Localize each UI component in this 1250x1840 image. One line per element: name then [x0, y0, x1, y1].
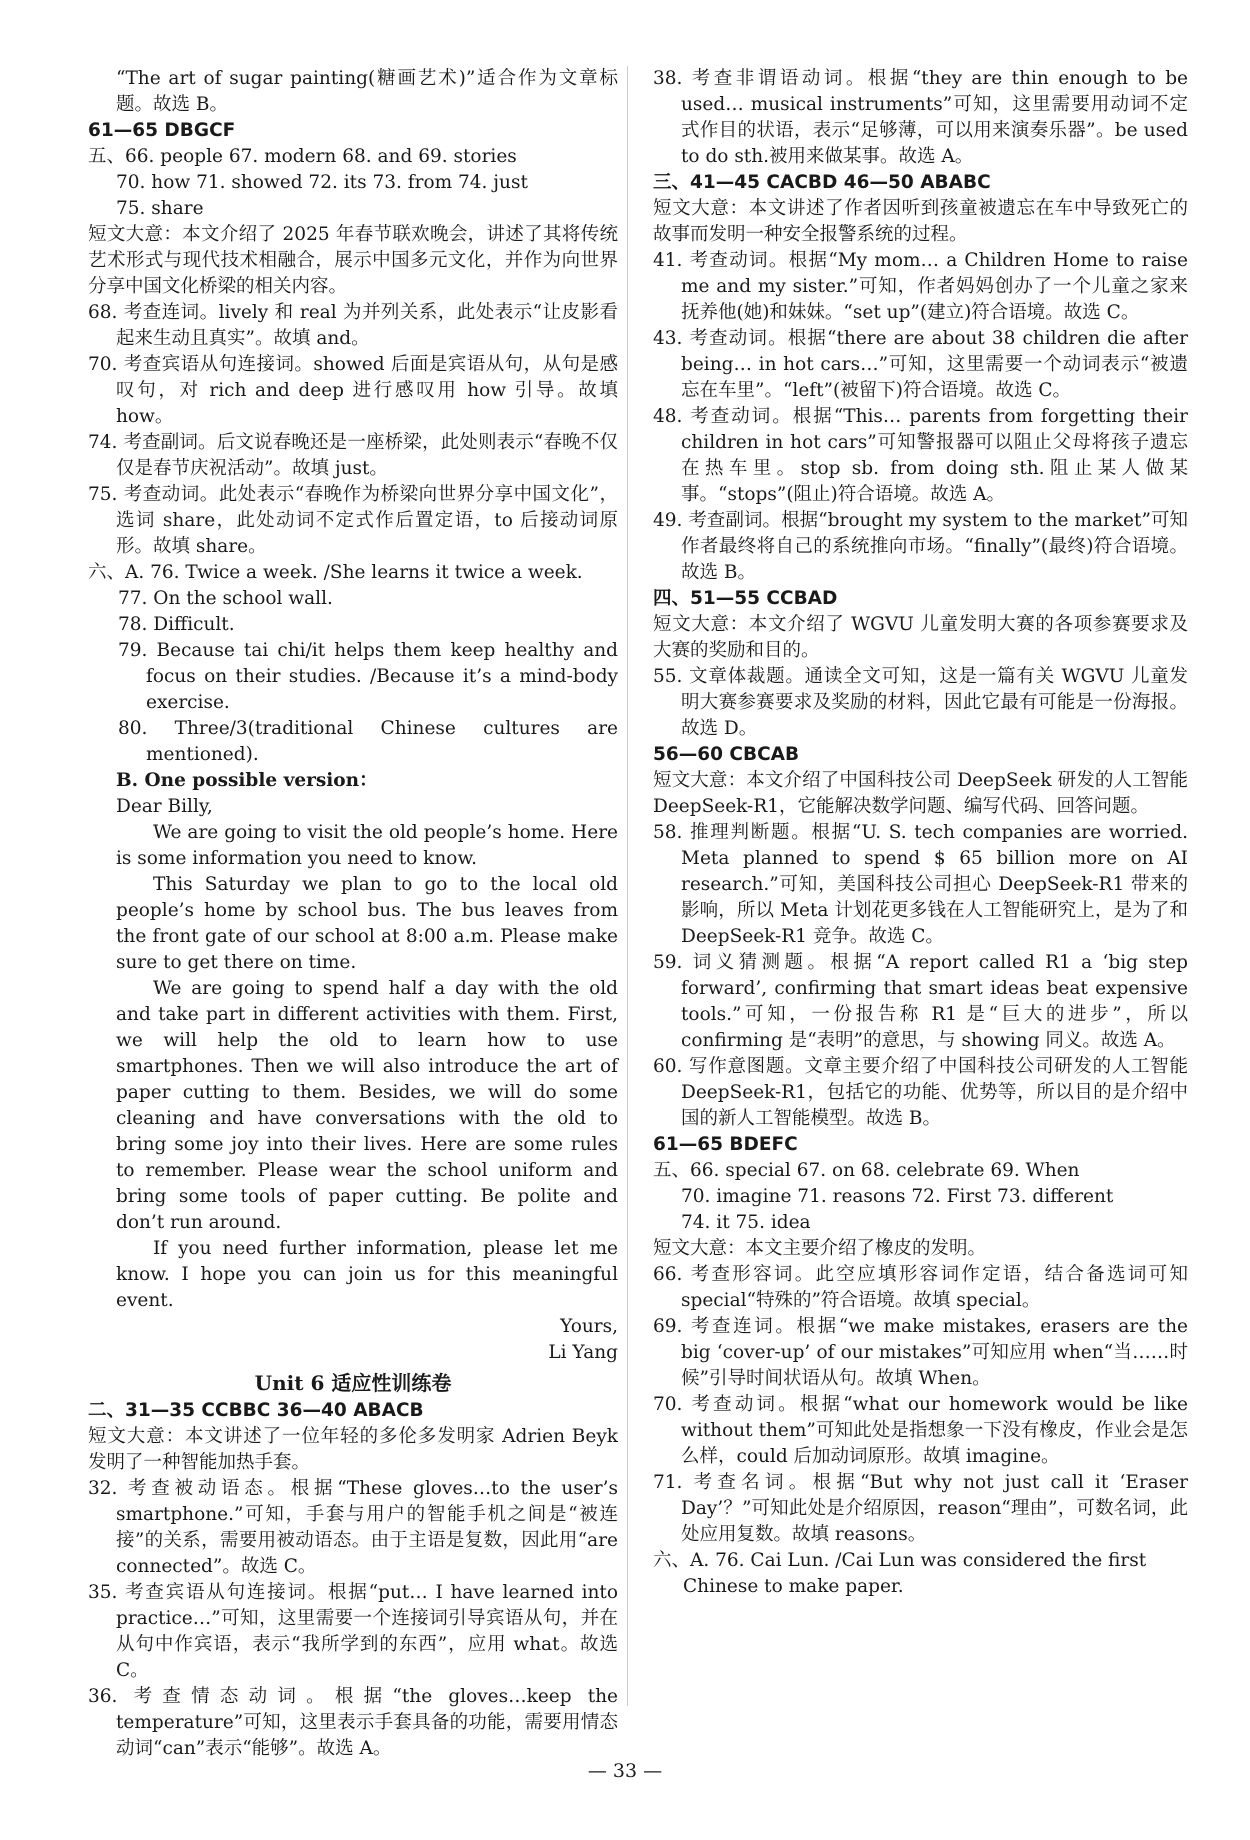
right-line: 43. 考查动词。根据“there are about 38 children die after being… in hot cars…”可知，这里需要一个动词表示“被遗忘在车里”。“left”(被留下)符合语境。故选 C。 — [653, 328, 1188, 401]
right-line: 61—65 BDEFC — [653, 1134, 798, 1155]
right-line: 四、51—55 CCBAD — [653, 588, 838, 609]
left-line: 80. Three/3(traditional Chinese cultures are mentioned). — [118, 718, 618, 765]
left2-line: 35. 考查宾语从句连接词。根据“put… I have learned into practice…”可知，这里需要一个连接词引导宾语从句，并在从句中作宾语，表示“我所学到的东西”，应用 what。故选 C。 — [88, 1582, 618, 1681]
right-line: 三、41—45 CACBD 46—50 ABABC — [653, 172, 991, 193]
right-line: 38. 考查非谓语动词。根据“they are thin enough to be used… musical instruments”可知，这里需要用动词不定式作目的状语，表示“足够薄，可以用来演奏乐器”。be used to do sth.被用来做某事。故选 A。 — [653, 68, 1188, 167]
left-line: 79. Because tai chi/it helps them keep healthy and focus on their studies. /Because it’s a mind-body exercise. — [118, 640, 618, 713]
left-line: 68. 考查连词。lively 和 real 为并列关系，此处表示“让皮影看起来生动且真实”。故填 and。 — [88, 302, 618, 349]
letter-closing: Yours, — [560, 1316, 618, 1337]
right-line: 短文大意：本文主要介绍了橡皮的发明。 — [653, 1238, 987, 1259]
column-divider — [627, 66, 628, 1706]
unit-title: Unit 6 适应性训练卷 — [254, 1371, 452, 1395]
page-number: — 33 — — [587, 1760, 663, 1782]
left2-line: 36. 考查情态动词。根据“the gloves…keep the temperature”可知，这里表示手套具备的功能，需要用情态动词“can”表示“能够”。故选 A。 — [88, 1686, 618, 1759]
right-line: 69. 考查连词。根据“we make mistakes, erasers are the big ‘cover-up’ of our mistakes”可知应用 when“当……时候”引导时间状语从句。故填 When。 — [653, 1316, 1188, 1389]
letter-paragraph: We are going to visit the old people’s home. Here is some information you need to know. — [116, 822, 618, 869]
right-line: 59. 词义猜测题。根据“A report called R1 a ‘big step forward’, confirming that smart ideas beat expensive tools.”可知，一份报告称 R1 是“巨大的进步”，所以 confirming 是“表明”的意思，与 showing 同义。故选 A。 — [653, 952, 1188, 1051]
right-line: 五、66. special 67. on 68. celebrate 69. When — [653, 1160, 1080, 1181]
left2-line: 32. 考查被动语态。根据“These gloves…to the user’s smartphone.”可知，手套与用户的智能手机之间是“被连接”的关系，需要用被动语态。由于主语是复数，因此用“are connected”。故选 C。 — [88, 1478, 618, 1577]
right-line: 短文大意：本文介绍了中国科技公司 DeepSeek 研发的人工智能 DeepSeek-R1，它能解决数学问题、编写代码、回答问题。 — [653, 770, 1188, 817]
left-line: 70. how 71. showed 72. its 73. from 74. just — [116, 172, 528, 193]
left-line: 75. 考查动词。此处表示“春晚作为桥梁向世界分享中国文化”，选词 share，此处动词不定式作后置定语，to 后接动词原形。故填 share。 — [88, 484, 618, 557]
letter-greeting: Dear Billy, — [116, 796, 213, 817]
right-line: 66. 考查形容词。此空应填形容词作定语，结合备选词可知 special“特殊的”符合语境。故填 special。 — [653, 1264, 1188, 1311]
left2-line: 短文大意：本文讲述了一位年轻的多伦多发明家 Adrien Beyk 发明了一种智能加热手套。 — [88, 1426, 618, 1473]
letter-paragraph: This Saturday we plan to go to the local old people’s home by school bus. The bus leaves from the front gate of our school at 8:00 a.m. Please make sure to get there on time. — [116, 874, 618, 973]
left-line: 78. Difficult. — [118, 614, 235, 635]
right-line: 49. 考查副词。根据“brought my system to the market”可知作者最终将自己的系统推向市场。“finally”(最终)符合语境。故选 B。 — [653, 510, 1188, 583]
left-line: 六、A. 76. Twice a week. /She learns it twice a week. — [88, 562, 583, 583]
right-line: 71. 考查名词。根据“But why not just call it ‘Eraser Day’？”可知此处是介绍原因，reason“理由”，可数名词，此处应用复数。故填 reasons。 — [653, 1472, 1188, 1545]
right-line: 48. 考查动词。根据“This… parents from forgetting their children in hot cars”可知警报器可以阻止父母将孩子遗忘在热车里。stop sb. from doing sth.阻止某人做某事。“stops”(阻止)符合语境。故选 A。 — [653, 406, 1188, 505]
right-line: 70. imagine 71. reasons 72. First 73. different — [681, 1186, 1114, 1207]
right-line: 60. 写作意图题。文章主要介绍了中国科技公司研发的人工智能 DeepSeek-R1，包括它的功能、优势等，所以目的是介绍中国的新人工智能模型。故选 B。 — [653, 1056, 1188, 1129]
left-line: 短文大意：本文介绍了 2025 年春节联欢晚会，讲述了其将传统艺术形式与现代技术相融合，展示中国多元文化，并作为向世界分享中国文化桥梁的相关内容。 — [88, 224, 618, 297]
right-column — [653, 66, 1188, 1600]
left2-line: 二、31—35 CCBBC 36—40 ABACB — [88, 1400, 424, 1421]
right-line: 58. 推理判断题。根据“U. S. tech companies are worried. Meta planned to spend $ 65 billion more on AI research.”可知，美国科技公司担心 DeepSeek-R1 带来的影响，所以 Meta 计划花更多钱在人工智能研究上，是为了和 DeepSeek-R1 竞争。故选 C。 — [653, 822, 1188, 947]
left-line: 70. 考查宾语从句连接词。showed 后面是宾语从句，从句是感叹句，对 rich and deep 进行感叹用 how 引导。故填 how。 — [88, 354, 618, 427]
left-line: 61—65 DBGCF — [88, 120, 236, 141]
right-line: 六、A. 76. Cai Lun. /Cai Lun was considered the first — [653, 1550, 1147, 1571]
model-letter — [88, 794, 618, 1366]
right-line: Chinese to make paper. — [683, 1576, 904, 1597]
left-line: 77. On the school wall. — [118, 588, 333, 609]
right-line: 70. 考查动词。根据“what our homework would be like without them”可知此处是指想象一下没有橡皮，作业会是怎么样，could 后加动词原形。故填 imagine。 — [653, 1394, 1188, 1467]
left-line: 74. 考查副词。后文说春晚还是一座桥梁，此处则表示“春晚不仅仅是春节庆祝活动”。故填 just。 — [88, 432, 618, 479]
left-line: 75. share — [116, 198, 204, 219]
right-line: 55. 文章体裁题。通读全文可知，这是一篇有关 WGVU 儿童发明大赛参赛要求及奖励的材料，因此它最有可能是一份海报。故选 D。 — [653, 666, 1188, 739]
right-line: 56—60 CBCAB — [653, 744, 800, 765]
left-line: “The art of sugar painting(糖画艺术)”适合作为文章标题。故选 B。 — [116, 68, 618, 115]
left-line: 五、66. people 67. modern 68. and 69. stories — [88, 146, 517, 167]
right-line: 短文大意：本文介绍了 WGVU 儿童发明大赛的各项参赛要求及大赛的奖励和目的。 — [653, 614, 1188, 661]
right-line: 41. 考查动词。根据“My mom… a Children Home to raise me and my sister.”可知，作者妈妈创办了一个儿童之家来抚养他(她)和妹妹。“set up”(建立)符合语境。故选 C。 — [653, 250, 1188, 323]
letter-paragraph: If you need further information, please let me know. I hope you can join us for this meaningful event. — [116, 1238, 618, 1311]
right-line: 短文大意：本文讲述了作者因听到孩童被遗忘在车中导致死亡的故事而发明一种安全报警系统的过程。 — [653, 198, 1188, 245]
left-line: B. One possible version： — [116, 770, 378, 791]
right-line: 74. it 75. idea — [681, 1212, 811, 1233]
letter-paragraph: We are going to spend half a day with the old and take part in different activities with them. First, we will help the old to learn how to use smartphones. Then we will also introduce the art of paper cutting to them. Besides, we will do some cleaning and have conversations with the old to bring some joy into their lives. Here are some rules to remember. Please wear the school uniform and bring some tools of paper cutting. Be polite and don’t run around. — [116, 978, 618, 1233]
left-column — [88, 66, 618, 1762]
letter-signature: Li Yang — [548, 1342, 618, 1363]
